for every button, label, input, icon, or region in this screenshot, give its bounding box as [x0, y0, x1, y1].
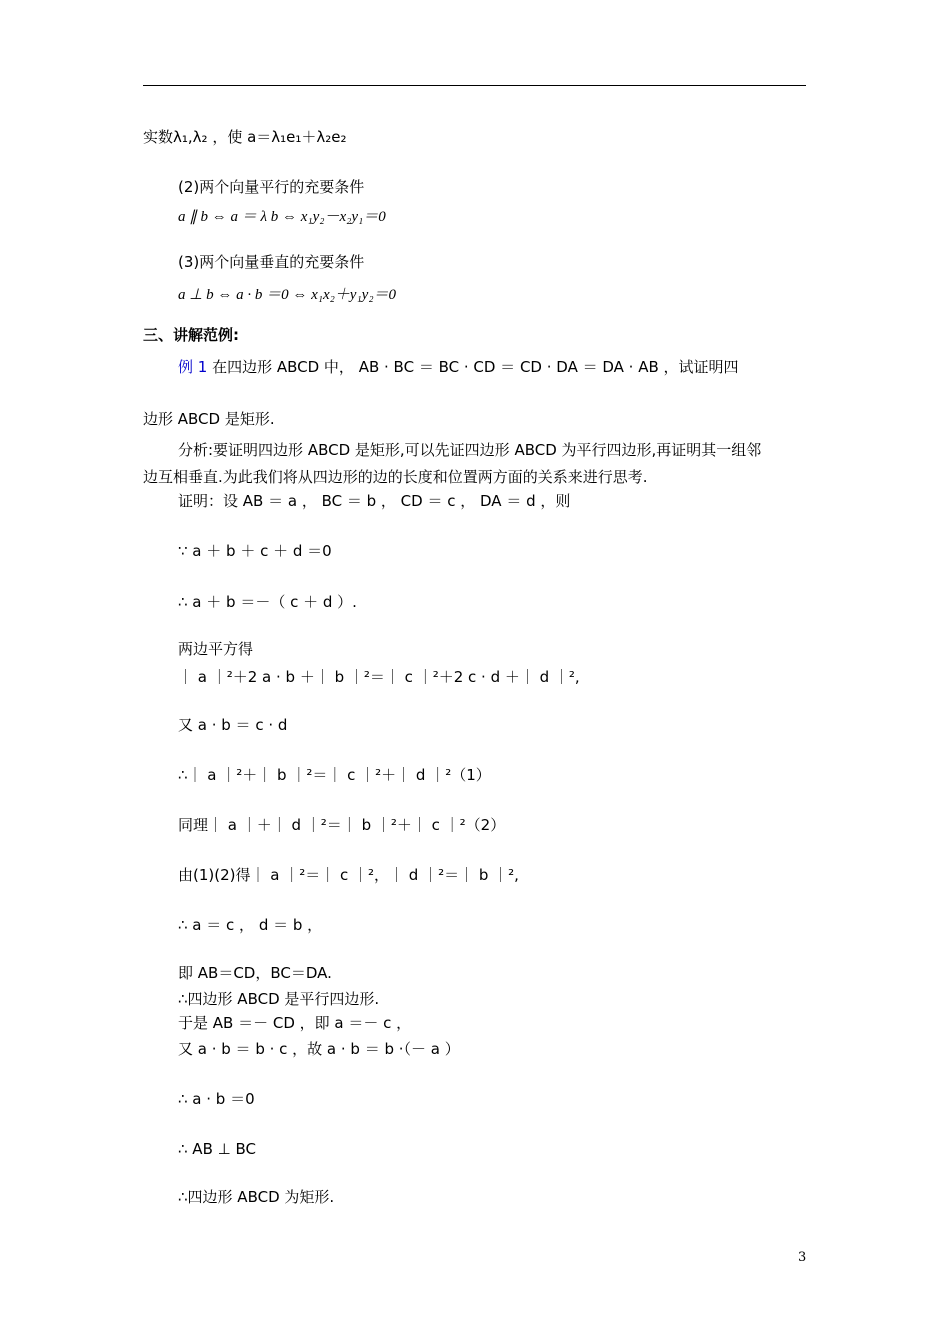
text-line: ｜ a ｜²＋2 a · b ＋｜ b ｜²＝｜ c ｜²＋2 c · d ＋｜ d ｜²,	[178, 668, 580, 686]
formula-line: a ⊥ b ⇔ a · b ＝0 ⇔ x₁x₂＋y₁y₂＝0	[178, 287, 397, 303]
text-line: 两边平方得	[178, 640, 254, 658]
example-text: 在四边形 ABCD 中， AB · BC ＝ BC · CD ＝ CD · DA ＝ DA · AB ，试证明四	[207, 358, 739, 376]
text-line: 即 AB＝CD，BC＝DA.	[178, 964, 332, 982]
header-rule	[143, 85, 806, 86]
text-line: ∴ a ＋ b ＝－（ c ＋ d ）.	[178, 593, 357, 611]
text-line: 分析:要证明四边形 ABCD 是矩形,可以先证四边形 ABCD 为平行四边形,再证明其一组邻	[178, 441, 762, 459]
text-line: 于是 AB ＝－ CD ，即 a ＝－ c ，	[178, 1014, 412, 1032]
text-line: 实数λ₁,λ₂ ，使 a＝λ₁e₁＋λ₂e₂	[143, 128, 347, 146]
formula-line: a ∥ b ⇔ a ＝ λ b ⇔ x₁y₂－x₂y₁＝0	[178, 209, 386, 225]
text-line: 边形 ABCD 是矩形.	[143, 410, 275, 428]
text-line: 又 a · b ＝ b · c ，故 a · b ＝ b ·（－ a ）	[178, 1040, 460, 1058]
example-line	[178, 360, 739, 375]
text-line: (2)两个向量平行的充要条件	[178, 178, 365, 196]
text-line: ∴ a ＝ c ， d ＝ b ，	[178, 916, 323, 934]
text-line: ∴ a · b ＝0	[178, 1090, 255, 1108]
text-line: 证明：设 AB ＝ a ， BC ＝ b ， CD ＝ c ， DA ＝ d ，则	[178, 492, 571, 510]
text-line: ∴ AB ⊥ BC	[178, 1140, 256, 1158]
text-line: ∴四边形 ABCD 是平行四边形.	[178, 990, 380, 1008]
example-label: 例 1	[178, 358, 208, 376]
text-line: ∵ a ＋ b ＋ c ＋ d ＝0	[178, 542, 332, 560]
text-line: (3)两个向量垂直的充要条件	[178, 253, 365, 271]
section-heading: 三、讲解范例:	[143, 326, 239, 344]
text-line: ∴｜ a ｜²＋｜ b ｜²＝｜ c ｜²＋｜ d ｜²（1）	[178, 766, 491, 784]
text-line: 由(1)(2)得｜ a ｜²＝｜ c ｜²，｜ d ｜²＝｜ b ｜²,	[178, 866, 519, 884]
text-line: 同理｜ a ｜＋｜ d ｜²＝｜ b ｜²＋｜ c ｜²（2）	[178, 816, 506, 834]
text-line: ∴四边形 ABCD 为矩形.	[178, 1188, 335, 1206]
text-line: 边互相垂直.为此我们将从四边形的边的长度和位置两方面的关系来进行思考.	[143, 468, 648, 486]
page-number: 3	[798, 1250, 807, 1265]
text-line: 又 a · b ＝ c · d	[178, 716, 288, 734]
